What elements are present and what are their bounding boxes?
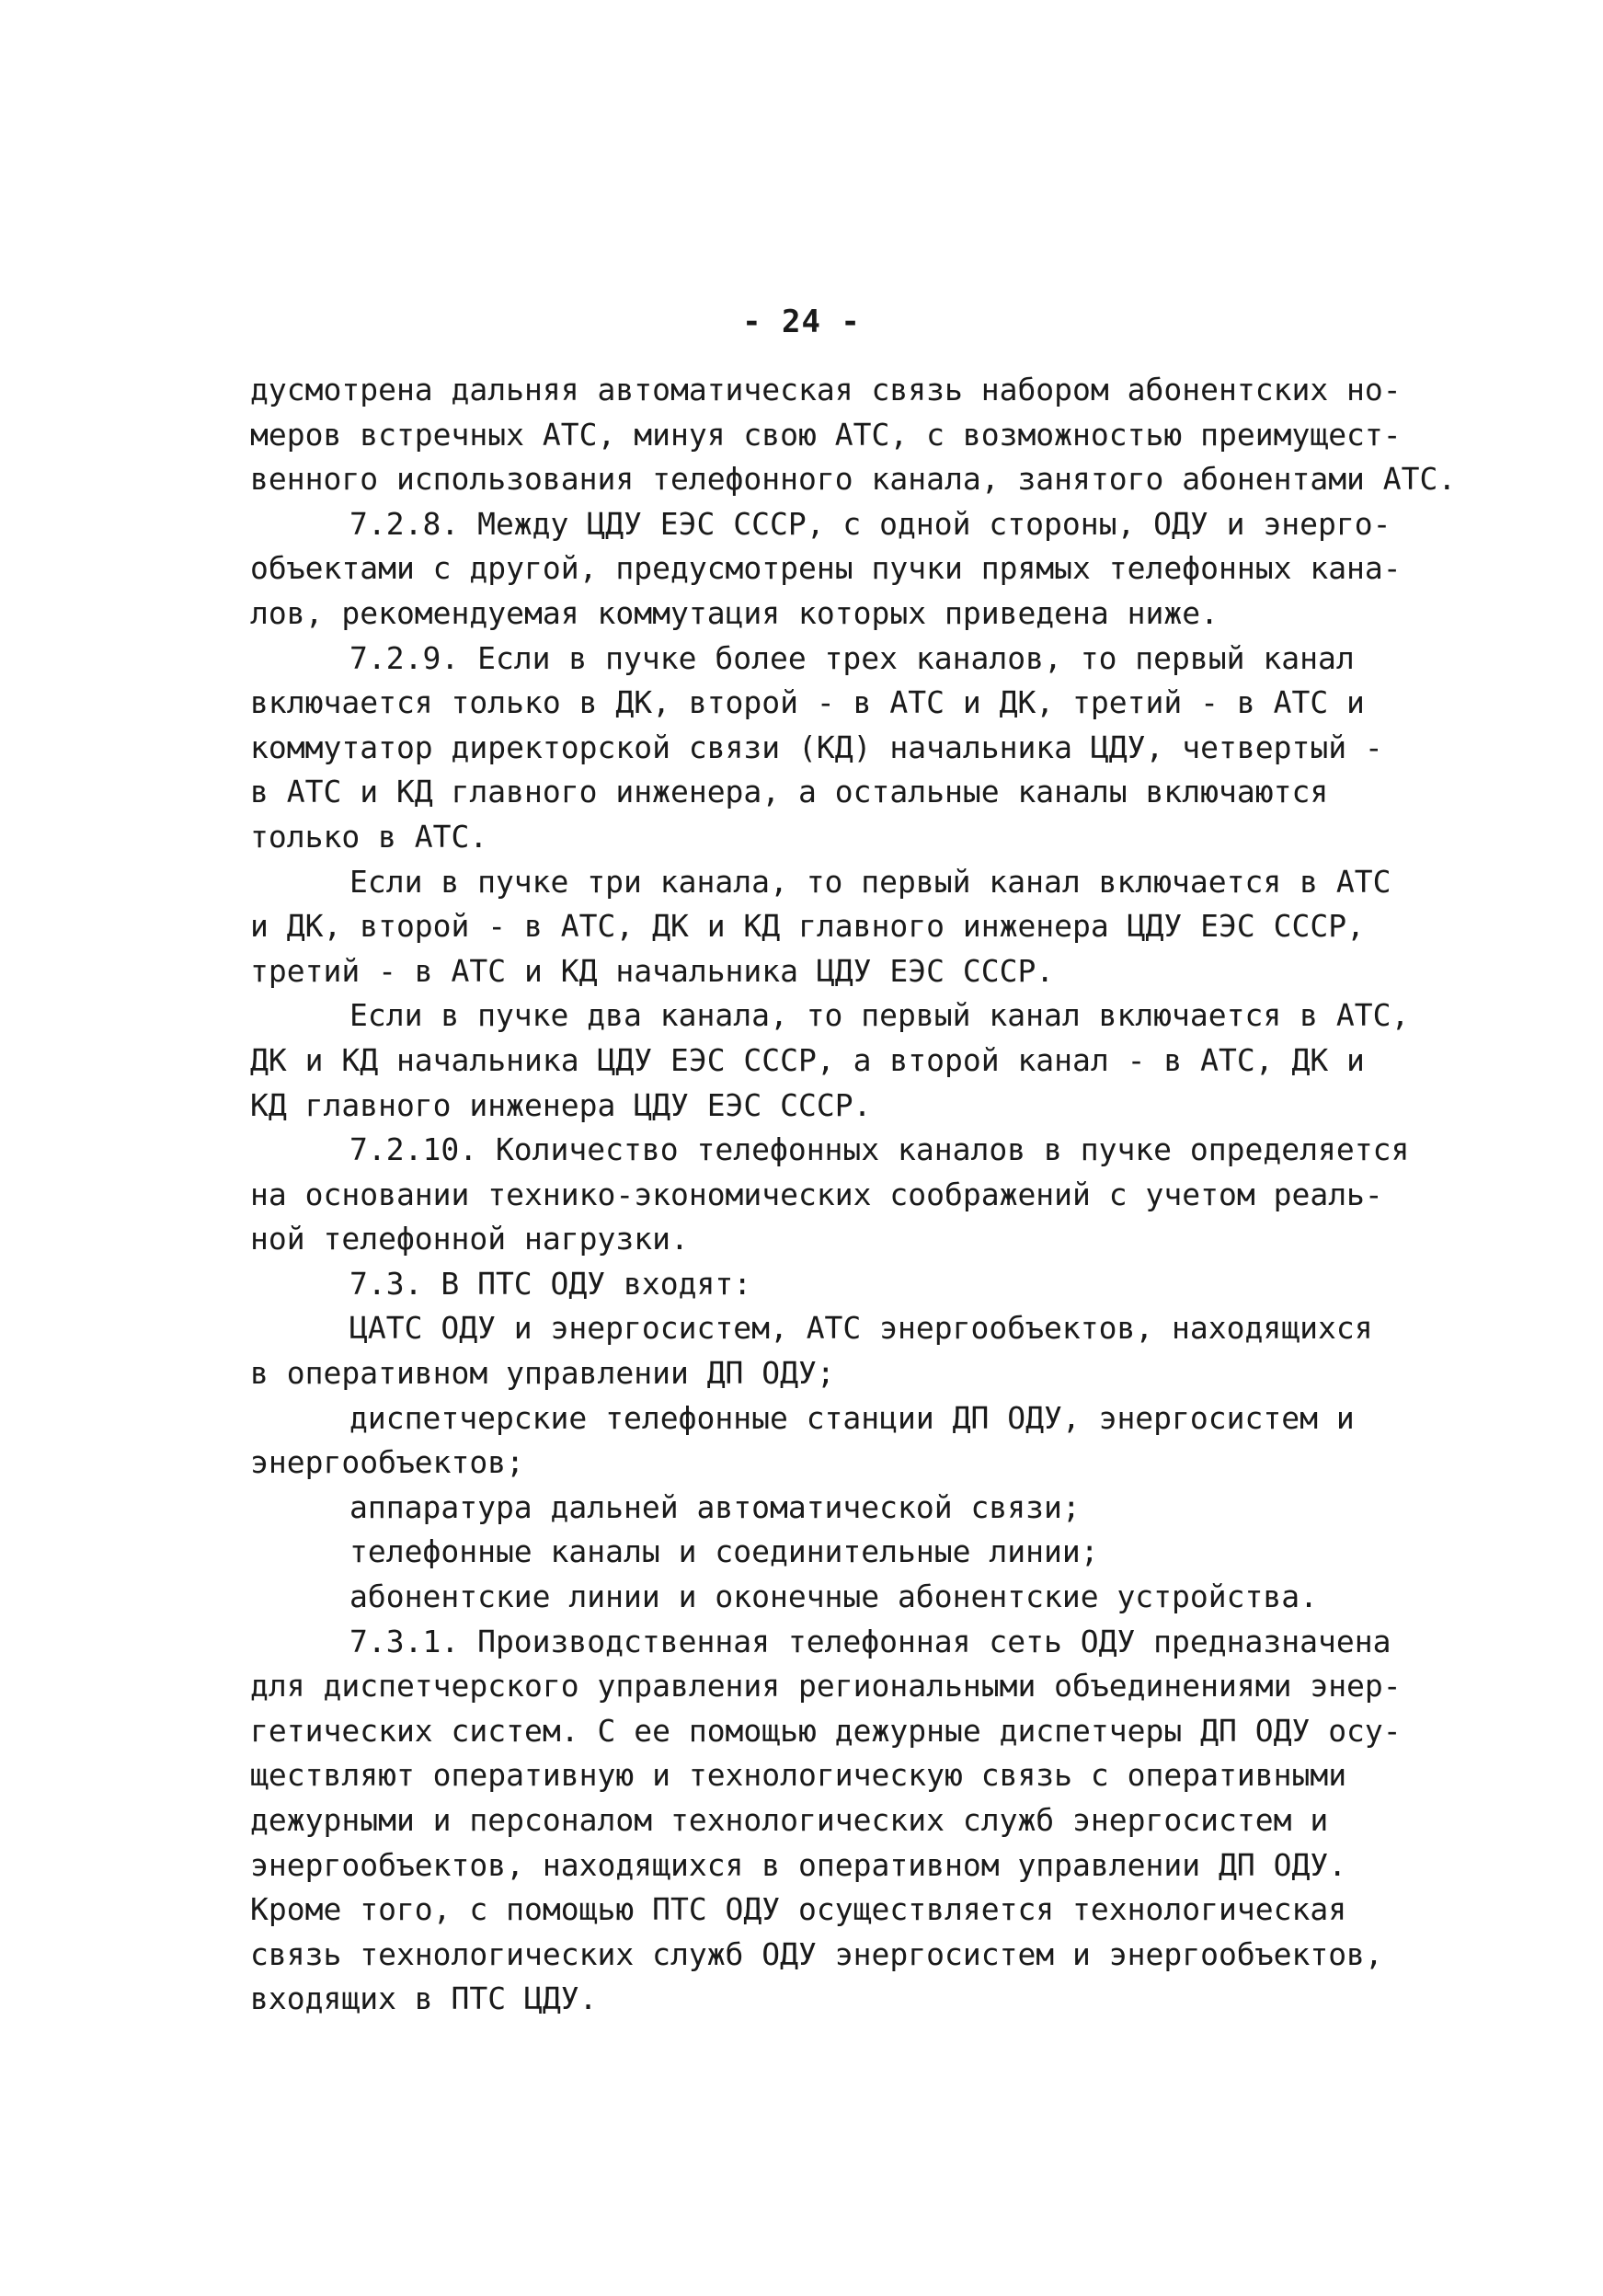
text-line: включается только в ДК, второй - в АТС и ДК, третий - в АТС и [250, 684, 1365, 721]
list-item-line: абонентские линии и оконечные абонентские устройства. [349, 1578, 1318, 1615]
list-item-line: диспетчерские телефонные станции ДП ОДУ, энергосистем и [349, 1399, 1355, 1436]
text-line: ществляют оперативную и технологическую связь с оперативными [250, 1757, 1347, 1794]
text-line: энергообъектов, находящихся в оперативном управлении ДП ОДУ. [250, 1846, 1347, 1883]
list-item-line: телефонные каналы и соединительные линии; [349, 1533, 1099, 1570]
paragraph-start-line: 7.3. В ПТС ОДУ входят: [349, 1265, 752, 1302]
text-line: связь технологических служб ОДУ энергосистем и энергообъектов, [250, 1935, 1383, 1972]
paragraph-start-line: 7.2.10. Количество телефонных каналов в пучке определяется [349, 1131, 1410, 1168]
text-line: дусмотрена дальняя автоматическая связь набором абонентских но- [250, 372, 1402, 408]
paragraph-start-line: 7.2.8. Между ЦДУ ЕЭС СССР, с одной стороны, ОДУ и энерго- [349, 505, 1391, 542]
text-line: входящих в ПТС ЦДУ. [250, 1980, 598, 2017]
text-line: коммутатор директорской связи (КД) начальника ЦДУ, четвертый - [250, 729, 1383, 765]
body-text [250, 368, 1455, 2022]
text-line: только в АТС. [250, 818, 488, 855]
text-line: Кроме того, с помощью ПТС ОДУ осуществляется технологическая [250, 1891, 1347, 1928]
text-line: третий - в АТС и КД начальника ЦДУ ЕЭС СССР. [250, 952, 1055, 989]
text-line: венного использования телефонного канала, занятого абонентами АТС. [250, 461, 1457, 498]
paragraph-start-line: Если в пучке три канала, то первый канал включается в АТС [349, 863, 1391, 900]
text-line: КД главного инженера ЦДУ ЕЭС СССР. [250, 1086, 872, 1123]
paragraph-start-line: Если в пучке два канала, то первый канал включается в АТС, [349, 997, 1410, 1034]
text-line: в оперативном управлении ДП ОДУ; [250, 1355, 835, 1392]
text-line: меров встречных АТС, минуя свою АТС, с возможностью преимущест- [250, 416, 1402, 453]
text-line: лов, рекомендуемая коммутация которых приведена ниже. [250, 594, 1219, 631]
text-line: на основании технико-экономических соображений с учетом реаль- [250, 1176, 1383, 1212]
text-line: дежурными и персоналом технологических служб энергосистем и [250, 1802, 1329, 1838]
text-line: объектами с другой, предусмотрены пучки прямых телефонных кана- [250, 550, 1402, 587]
page-number: - 24 - [742, 304, 861, 340]
text-line: гетических систем. С ее помощью дежурные диспетчеры ДП ОДУ осу- [250, 1712, 1402, 1749]
list-item-line: аппаратура дальней автоматической связи; [349, 1488, 1081, 1525]
paragraph-start-line: 7.2.9. Если в пучке более трех каналов, то первый канал [349, 639, 1355, 676]
text-line: для диспетчерского управления региональными объединениями энер- [250, 1668, 1402, 1705]
list-item-line: ЦАТС ОДУ и энергосистем, АТС энергообъектов, находящихся [349, 1310, 1373, 1347]
text-line: энергообъектов; [250, 1444, 525, 1481]
text-line: и ДК, второй - в АТС, ДК и КД главного инженера ЦДУ ЕЭС СССР, [250, 908, 1365, 945]
text-line: в АТС и КД главного инженера, а остальные каналы включаются [250, 774, 1329, 810]
paragraph-start-line: 7.3.1. Производственная телефонная сеть ОДУ предназначена [349, 1623, 1391, 1659]
text-line: ДК и КД начальника ЦДУ ЕЭС СССР, а второй канал - в АТС, ДК и [250, 1041, 1365, 1078]
text-line: ной телефонной нагрузки. [250, 1221, 689, 1257]
